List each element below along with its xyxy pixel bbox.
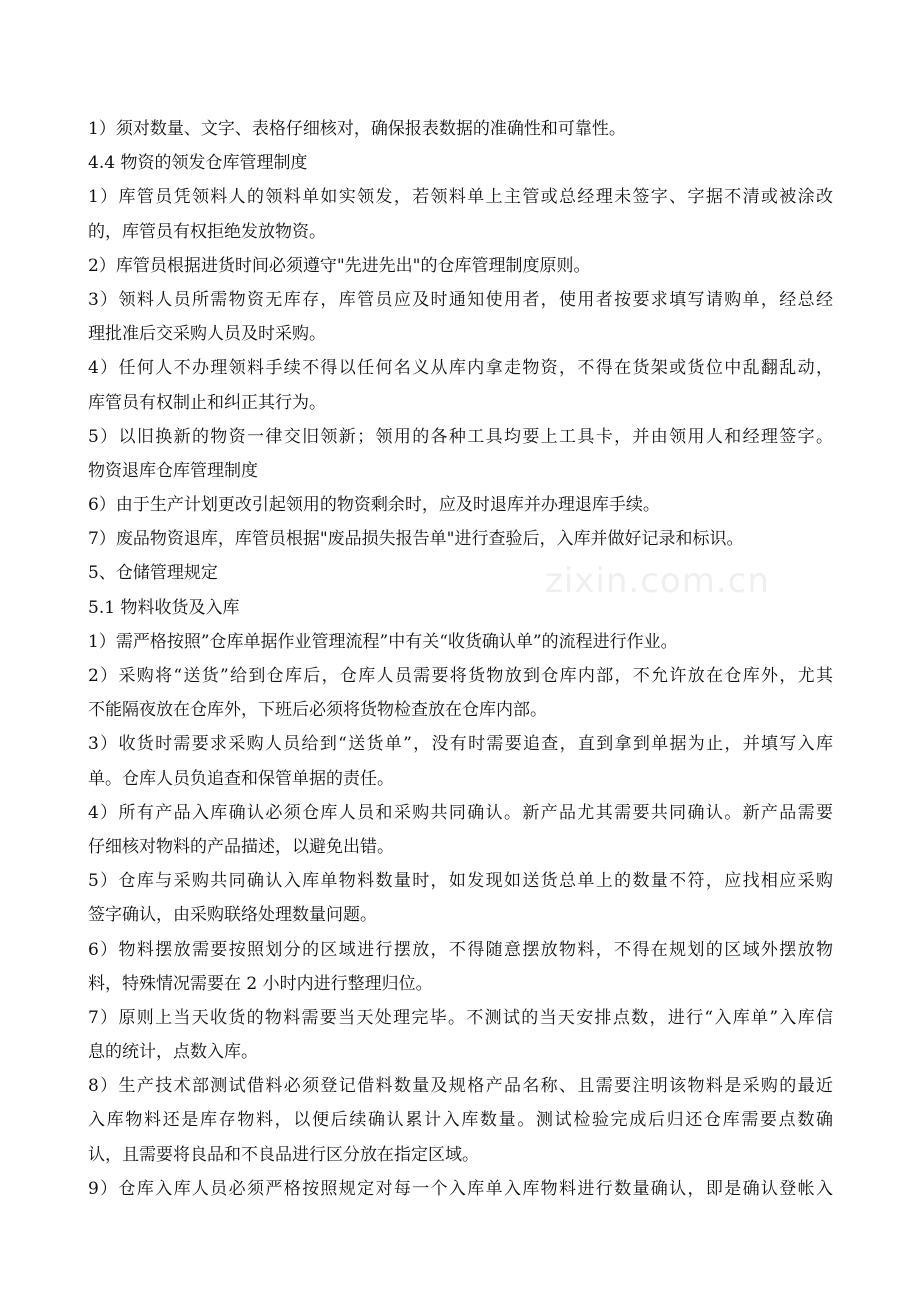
text-line: 的，库管员有权拒绝发放物资。 — [88, 221, 326, 242]
section-heading: 物资退库仓库管理制度 — [88, 460, 258, 481]
text-line: 料，特殊情况需要在 2 小时内进行整理归位。 — [88, 973, 433, 994]
watermark: zixin.com.cn — [545, 561, 770, 601]
text-line: 签字确认，由采购联络处理数量问题。 — [88, 905, 377, 926]
text-line: 6）物料摆放需要按照划分的区域进行摆放，不得随意摆放物料，不得在规划的区域外摆放物 — [88, 939, 833, 960]
text-line: 7）废品物资退库，库管员根据"废品损失报告单"进行查验后，入库并做好记录和标识。 — [88, 529, 744, 550]
text-line: 仔细核对物料的产品描述，以避免出错。 — [88, 836, 394, 857]
text-line: 5）仓库与采购共同确认入库单物料数量时，如发现如送货总单上的数量不符，应找相应采购 — [88, 871, 833, 892]
text-line: 入库物料还是库存物料，以便后续确认累计入库数量。测试检验完成后归还仓库需要点数确 — [88, 1110, 833, 1131]
text-line: 单。仓库人员负追查和保管单据的责任。 — [88, 768, 394, 789]
document-body — [88, 112, 833, 1206]
text-line: 1）库管员凭领料人的领料单如实领发，若领料单上主管或总经理未签字、字据不清或被涂改 — [88, 187, 833, 208]
text-line: 不能隔夜放在仓库外，下班后必须将货物检查放在仓库内部。 — [88, 700, 547, 721]
text-line: 9）仓库入库人员必须严格按照规定对每一个入库单入库物料进行数量确认，即是确认登帐入 — [88, 1178, 833, 1199]
text-line: 4）任何人不办理领料手续不得以任何名义从库内拿走物资，不得在货架或货位中乱翻乱动， — [88, 358, 833, 379]
text-line: 4）所有产品入库确认必须仓库人员和采购共同确认。新产品尤其需要共同确认。新产品需要 — [88, 802, 833, 823]
section-heading: 4.4 物资的领发仓库管理制度 — [88, 153, 308, 174]
text-line: 3）收货时需要求采购人员给到“送货单”，没有时需要追查，直到拿到单据为止，并填写入库 — [88, 734, 833, 755]
section-heading: 5.1 物料收货及入库 — [88, 597, 240, 618]
text-line: 认，且需要将良品和不良品进行区分放在指定区域。 — [88, 1144, 479, 1165]
text-line: 2）采购将“送货”给到仓库后，仓库人员需要将货物放到仓库内部，不允许放在仓库外，尤其 — [88, 666, 833, 686]
text-line: 1）需严格按照”仓库单据作业管理流程”中有关“收货确认单”的流程进行作业。 — [88, 631, 678, 652]
text-line: 2）库管员根据进货时间必须遵守"先进先出"的仓库管理制度原则。 — [88, 255, 591, 276]
text-line: 1）须对数量、文字、表格仔细核对，确保报表数据的准确性和可靠性。 — [88, 119, 626, 139]
text-line: 8）生产技术部测试借料必须登记借料数量及规格产品名称、且需要注明该物料是采购的最近 — [88, 1076, 833, 1097]
text-line: 息的统计，点数入库。 — [88, 1042, 258, 1063]
text-line: 5）以旧换新的物资一律交旧领新；领用的各种工具均要上工具卡，并由领用人和经理签字。 — [88, 426, 833, 447]
text-line: 理批准后交采购人员及时采购。 — [88, 324, 326, 345]
section-heading: 5、仓储管理规定 — [88, 563, 218, 584]
text-line: 6）由于生产计划更改引起领用的物资剩余时，应及时退库并办理退库手续。 — [88, 495, 660, 516]
text-line: 3）领料人员所需物资无库存，库管员应及时通知使用者，使用者按要求填写请购单，经总经 — [88, 289, 833, 310]
text-line: 7）原则上当天收货的物料需要当天处理完毕。不测试的当天安排点数，进行“入库单”入库信 — [88, 1007, 833, 1028]
text-line: 库管员有权制止和纠正其行为。 — [88, 392, 326, 413]
